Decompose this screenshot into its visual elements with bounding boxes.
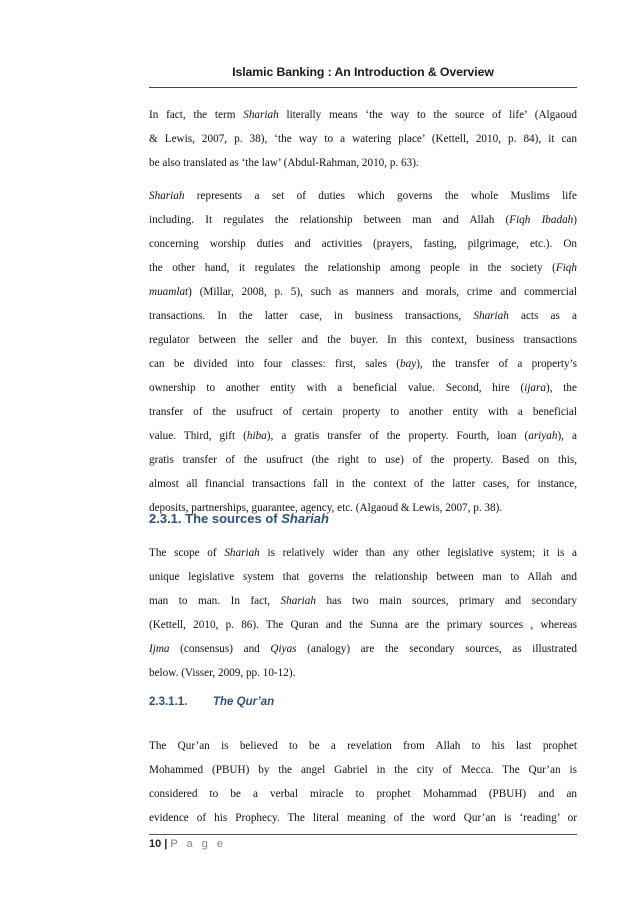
text-line: (Kettell, 2010, p. 86). The Quran and the Sunna are the primary sources , whereas	[149, 619, 577, 631]
footer-divider	[149, 834, 577, 835]
subsection-title: The Qur’an	[213, 696, 275, 708]
paragraph-shariah-sources	[149, 541, 577, 685]
text-line: transfer of the usufruct of certain property to another entity with a beneficial	[149, 406, 577, 418]
header-divider	[149, 87, 577, 88]
text-line: transactions. In the latter case, in business transactions, Shariah acts as a	[149, 310, 577, 322]
text-line: deposits, partnerships, guarantee, agency, etc. (Algaoud & Lewis, 2007, p. 38).	[149, 502, 503, 514]
page-number: 10	[149, 838, 162, 850]
text-line: value. Third, gift (hiba), a gratis transfer of the property. Fourth, loan (ariyah), a	[149, 430, 577, 442]
text-line: be also translated as ‘the law’ (Abdul-Rahman, 2010, p. 63).	[149, 157, 419, 169]
text-line: ownership to another entity with a beneficial value. Second, hire (ijara), the	[149, 382, 577, 394]
text-line: almost all financial transactions fall in the context of the latter cases, for instance,	[149, 478, 577, 490]
section-heading	[149, 511, 329, 526]
text-line: The Qur’an is believed to be a revelation from Allah to his last prophet	[149, 740, 577, 752]
text-line: muamlat) (Millar, 2008, p. 5), such as manners and morals, crime and commercial	[149, 286, 577, 298]
text-line: Ijma (consensus) and Qiyas (analogy) are the secondary sources, as illustrated	[149, 643, 577, 655]
subsection-number: 2.3.1.1.	[149, 696, 188, 708]
text-line: regulator between the seller and the buyer. In this context, business transactions	[149, 334, 577, 346]
text-line: unique legislative system that governs the relationship between man to Allah and	[149, 571, 577, 583]
running-header: Islamic Banking : An Introduction & Overview	[232, 65, 494, 79]
page-label: P a g e	[170, 838, 226, 850]
paragraph-shariah-meaning	[149, 103, 577, 175]
footer-separator: |	[164, 838, 168, 850]
text-line: Mohammed (PBUH) by the angel Gabriel in the city of Mecca. The Qur’an is	[149, 764, 577, 776]
page-footer	[149, 838, 226, 850]
text-line: the other hand, it regulates the relationship among people in the society (Fiqh	[149, 262, 577, 274]
text-line: evidence of his Prophecy. The literal meaning of the word Qur’an is ‘reading’ or	[149, 812, 577, 824]
text-line: concerning worship duties and activities (prayers, fasting, pilgrimage, etc.). On	[149, 238, 577, 250]
text-line: including. It regulates the relationship between man and Allah (Fiqh Ibadah)	[149, 214, 577, 226]
text-line: The scope of Shariah is relatively wider than any other legislative system; it is a	[149, 547, 577, 559]
text-line: man to man. In fact, Shariah has two main sources, primary and secondary	[149, 595, 577, 607]
section-title: The sources of Shariah	[185, 511, 329, 526]
text-line: gratis transfer of the usufruct (the right to use) of the property. Based on this,	[149, 454, 577, 466]
text-line: considered to be a verbal miracle to prophet Mohammad (PBUH) and an	[149, 788, 577, 800]
paragraph-quran	[149, 734, 577, 830]
text-line: & Lewis, 2007, p. 38), ‘the way to a watering place’ (Kettell, 2010, p. 84), it can	[149, 133, 577, 145]
text-line: can be divided into four classes: first, sales (bay), the transfer of a property’s	[149, 358, 578, 370]
text-line: In fact, the term Shariah literally means ‘the way to the source of life’ (Algaoud	[149, 109, 577, 121]
text-line: below. (Visser, 2009, pp. 10-12).	[149, 667, 296, 679]
subsection-heading	[149, 696, 275, 708]
section-number: 2.3.1.	[149, 511, 182, 526]
text-line: Shariah represents a set of duties which governs the whole Muslims life	[149, 190, 577, 202]
paragraph-shariah-duties	[149, 184, 577, 520]
